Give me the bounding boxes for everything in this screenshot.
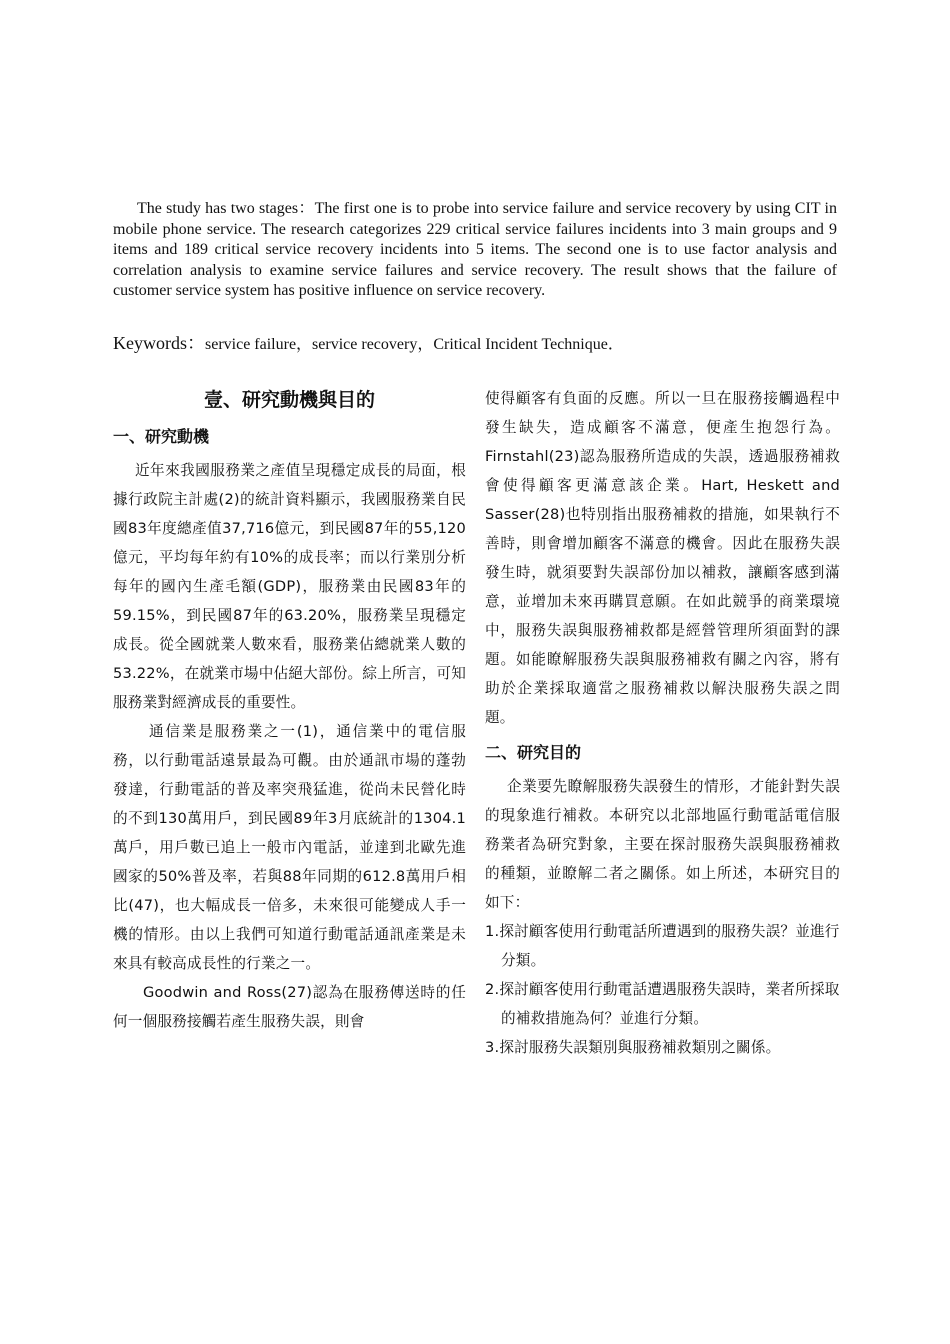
section-1-paragraph-3-part-2: 使得顧客有負面的反應。所以一旦在服務接觸過程中發生缺失，造成顧客不滿意，便產生抱怨行為。Firnstahl(23)認為服務所造成的失誤，透過服務補救會使得顧客更滿意該企業。Hart, Heskett and Sasser(28)也特別指出服務補救的措施，如果執行不善時，則會增加顧客不滿意的機會。因此在服務失誤發生時，就須要對失誤部份加以補救，讓顧客感到滿意，並增加未來再購買意願。在如此競爭的商業環境中，服務失誤與服務補救都是經營管理所須面對的課題。如能瞭解服務失誤與服務補救有關之內容，將有助於企業採取適當之服務補救以解決服務失誤之問題。 <box>485 390 840 726</box>
section-2-title: 二、研究目的 <box>485 743 582 762</box>
section-2-paragraph-1: 企業要先瞭解服務失誤發生的情形，才能針對失誤的現象進行補救。本研究以北部地區行動電話電信服務業者為研究對象，主要在探討服務失誤與服務補救的種類，並瞭解二者之關係。如上所述，本研究目的如下： <box>485 778 840 911</box>
section-1-paragraph-1: 近年來我國服務業之產值呈現穩定成長的局面，根據行政院主計處(2)的統計資料顯示，我國服務業自民國83年度總產值37,716億元，到民國87年的55,120億元，平均每年約有10%的成長率；而以行業別分析每年的國內生產毛額(GDP)，服務業由民國83年的59.15%，到民國87年的63.20%，服務業呈現穩定成長。從全國就業人數來看，服務業佔總就業人數的53.22%，在就業市場中佔絕大部份。綜上所言，可知服務業對經濟成長的重要性。 <box>113 462 466 711</box>
keywords-line <box>113 332 837 356</box>
right-column <box>485 384 840 1062</box>
keywords-label: Keywords： <box>113 333 205 353</box>
section-1-paragraph-2: 通信業是服務業之一(1)，通信業中的電信服務，以行動電話遠景最為可觀。由於通訊市場的蓬勃發達，行動電話的普及率突飛猛進，從尚未民營化時的不到130萬用戶，到民國89年3月底統計的1304.1萬戶，用戶數已追上一般市內電話，並達到北歐先進國家的50%普及率，若與88年同期的612.8萬用戶相比(47)，也大幅成長一倍多，未來很可能變成人手一機的情形。由以上我們可知道行動電話通訊產業是未來具有較高成長性的行業之一。 <box>113 723 466 972</box>
keywords-terms: service failure，service recovery，Critical Incident Technique． <box>205 336 624 353</box>
left-column <box>113 384 466 1036</box>
chapter-title: 壹、研究動機與目的 <box>203 389 375 411</box>
objective-item-1: 1.探討顧客使用行動電話所遭遇到的服務失誤？並進行分類。 <box>485 923 840 969</box>
objectives-list <box>485 917 840 1062</box>
section-1-title: 一、研究動機 <box>113 427 210 446</box>
objective-item-2: 2.探討顧客使用行動電話遭遇服務失誤時，業者所採取的補救措施為何？並進行分類。 <box>485 981 840 1027</box>
objective-item-3: 3.探討服務失誤類別與服務補救類別之關係。 <box>485 1039 781 1056</box>
abstract-paragraph: The study has two stages：The first one is to probe into service failure and service recovery by using CIT in mobile phone service. The research categorizes 229 critical service failures incidents into 3 main groups and 9 items and 189 critical service recovery incidents into 5 items. The second one is to use factor analysis and correlation analysis to examine service failures and service recovery. The result shows that the failure of customer service system has positive influence on service recovery. <box>113 200 838 299</box>
section-1-paragraph-3-part-1: Goodwin and Ross(27)認為在服務傳送時的任何一個服務接觸若產生服務失誤，則會 <box>113 984 466 1030</box>
